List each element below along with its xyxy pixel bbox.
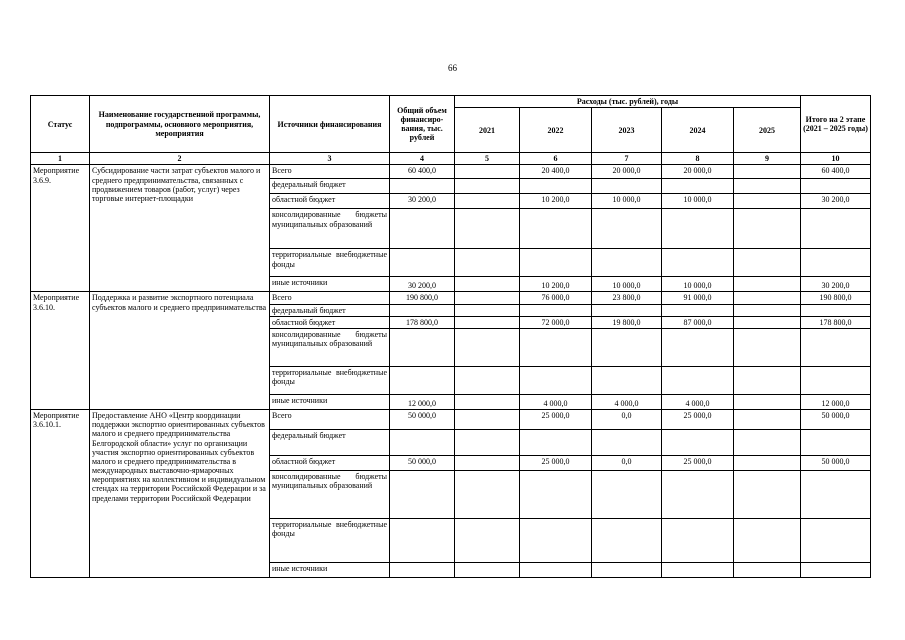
value-cell: 72 000,0 xyxy=(520,316,592,328)
source-label: консолидированные бюджеты муниципальных образований xyxy=(270,209,390,249)
value-cell: 10 200,0 xyxy=(520,194,592,209)
value-cell: 91 000,0 xyxy=(662,292,734,304)
value-cell: 50 000,0 xyxy=(390,455,455,470)
source-label: Всего xyxy=(270,292,390,304)
value-cell xyxy=(390,249,455,277)
header-total: Общий объем финансиро-вания, тыс. рублей xyxy=(390,96,455,153)
value-cell xyxy=(455,277,520,292)
value-cell: 10 000,0 xyxy=(662,194,734,209)
value-cell xyxy=(520,518,592,562)
value-cell xyxy=(801,304,871,316)
col-number: 3 xyxy=(270,153,390,165)
value-cell: 190 800,0 xyxy=(390,292,455,304)
table-header xyxy=(31,96,871,165)
col-number: 10 xyxy=(801,153,871,165)
value-cell xyxy=(801,209,871,249)
value-cell xyxy=(662,470,734,518)
col-number: 5 xyxy=(455,153,520,165)
value-cell xyxy=(734,304,801,316)
value-cell: 50 000,0 xyxy=(801,455,871,470)
source-label: федеральный бюджет xyxy=(270,179,390,194)
value-cell: 4 000,0 xyxy=(662,394,734,409)
value-cell: 10 000,0 xyxy=(592,194,662,209)
value-cell xyxy=(455,366,520,394)
source-label: иные источники xyxy=(270,394,390,409)
value-cell: 0,0 xyxy=(592,409,662,429)
value-cell: 50 000,0 xyxy=(801,409,871,429)
header-year: 2022 xyxy=(520,108,592,153)
value-cell: 76 000,0 xyxy=(520,292,592,304)
value-cell xyxy=(734,366,801,394)
measure-status: Мероприятие 3.6.10.1. xyxy=(31,409,90,577)
value-cell xyxy=(455,429,520,455)
source-label: иные источники xyxy=(270,277,390,292)
value-cell xyxy=(520,429,592,455)
value-cell xyxy=(592,209,662,249)
value-cell xyxy=(662,304,734,316)
col-number: 9 xyxy=(734,153,801,165)
value-cell xyxy=(662,366,734,394)
value-cell xyxy=(592,304,662,316)
value-cell xyxy=(662,518,734,562)
col-number: 2 xyxy=(90,153,270,165)
value-cell xyxy=(390,328,455,366)
value-cell: 178 800,0 xyxy=(390,316,455,328)
value-cell xyxy=(592,179,662,194)
value-cell xyxy=(390,366,455,394)
value-cell xyxy=(390,562,455,577)
value-cell xyxy=(592,562,662,577)
value-cell xyxy=(734,562,801,577)
value-cell xyxy=(592,366,662,394)
value-cell xyxy=(734,292,801,304)
value-cell xyxy=(520,249,592,277)
table-row xyxy=(31,165,871,179)
header-itogo: Итого на 2 этапе (2021 – 2025 годы) xyxy=(801,96,871,153)
financing-table xyxy=(30,95,871,578)
header-year: 2021 xyxy=(455,108,520,153)
value-cell xyxy=(801,328,871,366)
source-label: территориальные внебюджетные фонды xyxy=(270,518,390,562)
value-cell xyxy=(734,455,801,470)
value-cell xyxy=(520,209,592,249)
source-label: федеральный бюджет xyxy=(270,429,390,455)
value-cell: 12 000,0 xyxy=(390,394,455,409)
source-label: федеральный бюджет xyxy=(270,304,390,316)
page-number: 66 xyxy=(448,63,457,73)
value-cell xyxy=(734,409,801,429)
value-cell xyxy=(662,429,734,455)
col-number: 4 xyxy=(390,153,455,165)
value-cell: 190 800,0 xyxy=(801,292,871,304)
value-cell xyxy=(662,209,734,249)
value-cell xyxy=(662,179,734,194)
value-cell xyxy=(734,429,801,455)
value-cell: 30 200,0 xyxy=(801,277,871,292)
measure-name: Предоставление АНО «Центр координации поддержки экспортно ориентированных субъектов малого и среднего предпринимательства Белгородской области» услуг по организации участия экспортно ориентированных субъектов малого и среднего предпринимательства в международных выставочно-ярмарочных мероприятиях на коллективном и индивидуальном стендах на территории Российской Федерации и за пределами территории Российской Федерации xyxy=(90,409,270,577)
value-cell xyxy=(455,470,520,518)
value-cell xyxy=(734,249,801,277)
value-cell xyxy=(520,562,592,577)
header-name: Наименование государственной программы, подпрограммы, основного мероприятия, мероприятия xyxy=(90,96,270,153)
value-cell: 23 800,0 xyxy=(592,292,662,304)
value-cell xyxy=(390,209,455,249)
value-cell: 19 800,0 xyxy=(592,316,662,328)
header-year: 2025 xyxy=(734,108,801,153)
value-cell xyxy=(520,304,592,316)
value-cell xyxy=(734,328,801,366)
value-cell xyxy=(390,470,455,518)
value-cell xyxy=(592,470,662,518)
col-number: 8 xyxy=(662,153,734,165)
value-cell xyxy=(455,179,520,194)
value-cell xyxy=(390,179,455,194)
value-cell xyxy=(734,470,801,518)
source-label: областной бюджет xyxy=(270,316,390,328)
header-sources: Источники финансирования xyxy=(270,96,390,153)
value-cell xyxy=(734,394,801,409)
value-cell: 10 200,0 xyxy=(520,277,592,292)
source-label: иные источники xyxy=(270,562,390,577)
value-cell xyxy=(455,316,520,328)
value-cell xyxy=(520,366,592,394)
value-cell xyxy=(455,304,520,316)
value-cell xyxy=(801,562,871,577)
measure-status: Мероприятие 3.6.9. xyxy=(31,165,90,292)
value-cell xyxy=(801,249,871,277)
value-cell xyxy=(390,304,455,316)
value-cell: 30 200,0 xyxy=(390,277,455,292)
value-cell xyxy=(455,518,520,562)
source-label: Всего xyxy=(270,409,390,429)
source-label: консолидированные бюджеты муниципальных образований xyxy=(270,470,390,518)
value-cell xyxy=(455,409,520,429)
col-number: 7 xyxy=(592,153,662,165)
value-cell xyxy=(801,518,871,562)
value-cell xyxy=(734,518,801,562)
value-cell xyxy=(455,292,520,304)
header-expenses: Расходы (тыс. рублей), годы xyxy=(455,96,801,108)
header-year: 2023 xyxy=(592,108,662,153)
table-row xyxy=(31,292,871,304)
value-cell xyxy=(455,194,520,209)
measure-name: Субсидирование части затрат субъектов малого и среднего предпринимательства, связанных с продвижением товаров (работ, услуг) через торговые интернет-площадки xyxy=(90,165,270,292)
header-status: Статус xyxy=(31,96,90,153)
value-cell: 20 000,0 xyxy=(662,165,734,179)
value-cell xyxy=(390,429,455,455)
col-number: 1 xyxy=(31,153,90,165)
value-cell xyxy=(455,562,520,577)
value-cell: 4 000,0 xyxy=(520,394,592,409)
value-cell xyxy=(662,249,734,277)
value-cell: 178 800,0 xyxy=(801,316,871,328)
value-cell: 60 400,0 xyxy=(390,165,455,179)
value-cell xyxy=(801,366,871,394)
measure-name: Поддержка и развитие экспортного потенциала субъектов малого и среднего предпринимательства xyxy=(90,292,270,410)
table-body xyxy=(31,165,871,578)
value-cell: 60 400,0 xyxy=(801,165,871,179)
source-label: областной бюджет xyxy=(270,194,390,209)
value-cell xyxy=(734,277,801,292)
value-cell xyxy=(592,328,662,366)
value-cell xyxy=(662,328,734,366)
value-cell xyxy=(455,328,520,366)
source-label: консолидированные бюджеты муниципальных образований xyxy=(270,328,390,366)
value-cell xyxy=(734,165,801,179)
value-cell: 87 000,0 xyxy=(662,316,734,328)
source-label: территориальные внебюджетные фонды xyxy=(270,249,390,277)
value-cell: 12 000,0 xyxy=(801,394,871,409)
value-cell xyxy=(520,179,592,194)
value-cell xyxy=(734,209,801,249)
value-cell xyxy=(455,165,520,179)
source-label: областной бюджет xyxy=(270,455,390,470)
value-cell xyxy=(592,518,662,562)
table-row xyxy=(31,409,871,429)
value-cell: 10 000,0 xyxy=(592,277,662,292)
value-cell: 25 000,0 xyxy=(520,409,592,429)
value-cell xyxy=(455,249,520,277)
value-cell: 20 000,0 xyxy=(592,165,662,179)
value-cell xyxy=(734,179,801,194)
column-numbers-row xyxy=(31,153,871,165)
value-cell xyxy=(592,429,662,455)
value-cell: 50 000,0 xyxy=(390,409,455,429)
source-label: территориальные внебюджетные фонды xyxy=(270,366,390,394)
value-cell: 25 000,0 xyxy=(520,455,592,470)
value-cell: 25 000,0 xyxy=(662,455,734,470)
header-year: 2024 xyxy=(662,108,734,153)
source-label: Всего xyxy=(270,165,390,179)
value-cell xyxy=(390,518,455,562)
value-cell: 25 000,0 xyxy=(662,409,734,429)
value-cell xyxy=(520,470,592,518)
col-number: 6 xyxy=(520,153,592,165)
value-cell: 30 200,0 xyxy=(390,194,455,209)
value-cell: 10 000,0 xyxy=(662,277,734,292)
value-cell: 30 200,0 xyxy=(801,194,871,209)
value-cell xyxy=(592,249,662,277)
value-cell xyxy=(734,316,801,328)
value-cell xyxy=(455,394,520,409)
value-cell xyxy=(520,328,592,366)
value-cell: 4 000,0 xyxy=(592,394,662,409)
value-cell: 0,0 xyxy=(592,455,662,470)
value-cell xyxy=(801,179,871,194)
measure-status: Мероприятие 3.6.10. xyxy=(31,292,90,410)
value-cell xyxy=(662,562,734,577)
value-cell xyxy=(801,470,871,518)
value-cell xyxy=(455,455,520,470)
value-cell: 20 400,0 xyxy=(520,165,592,179)
value-cell xyxy=(455,209,520,249)
value-cell xyxy=(734,194,801,209)
value-cell xyxy=(801,429,871,455)
